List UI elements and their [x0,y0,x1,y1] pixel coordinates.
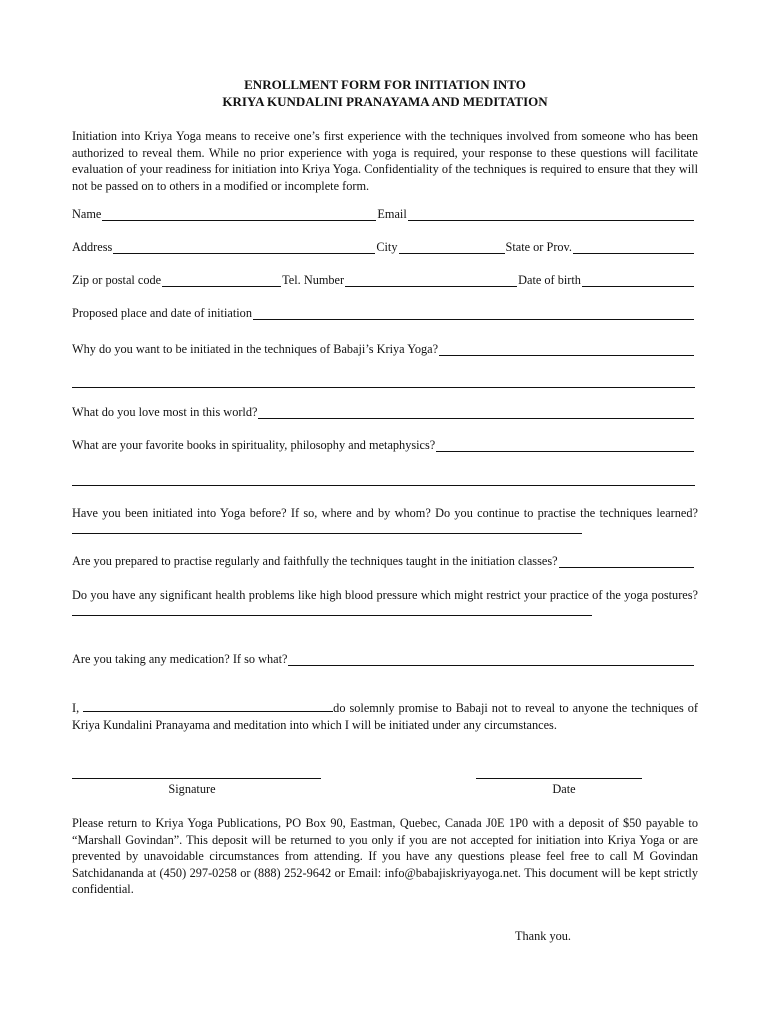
dob-label: Date of birth [518,273,581,287]
city-field[interactable] [399,241,505,254]
dob-field[interactable] [582,274,694,287]
name-email-row [72,207,695,222]
prepared-field[interactable] [559,555,694,568]
name-label: Name [72,207,102,221]
name-field[interactable] [102,208,376,221]
proposed-field[interactable] [253,307,694,320]
tel-label: Tel. Number [282,273,345,287]
prepared-question: Are you prepared to practise regularly and faithfully the techniques taught in the initiation classes? [72,554,558,568]
medication-row [72,652,695,667]
city-label: City [376,240,398,254]
intro-paragraph: Initiation into Kriya Yoga means to receive one’s first experience with the techniques involved from someone who has been authorized to reveal them. While no prior experience with yoga is required, your response to these questions will facilitate evaluation of your readiness for initiation into Kriya Yoga. Confidentiality of the techniques is required to ensure that they will not be passed on to others in a modified or incomplete form. [72,129,698,193]
why-question: Why do you want to be initiated in the techniques of Babaji’s Kriya Yoga? [72,342,439,356]
return-instructions: Please return to Kriya Yoga Publications, PO Box 90, Eastman, Quebec, Canada J0E 1P0 with a deposit of $50 payable to “Marshall Govindan”. This deposit will be returned to you only if you are not accepted for initiation into Kriya Yoga or are prevented by unavoidable circumstances from attending. If you have any questions please feel free to call M Govindan Satchidananda at (450) 297-0258 or (888) 252-9642 or Email: info@babajiskriyayoga.net. This document will be kept strictly confidential. [72,816,698,897]
why-field[interactable] [439,343,694,356]
books-field[interactable] [436,439,694,452]
state-field[interactable] [573,241,694,254]
prepared-row [72,554,695,569]
address-field[interactable] [113,241,375,254]
medication-field[interactable] [288,653,694,666]
signature-label: Signature [168,782,216,796]
why-row [72,342,695,357]
health-question: Do you have any significant health problems like high blood pressure which might restrict your practice of the yoga postures? [72,588,698,602]
promise-prefix: I, [72,701,80,715]
address-label: Address [72,240,113,254]
form-title [72,77,698,110]
love-field[interactable] [258,406,694,419]
promise-text: do solemnly promise to Babaji not to reveal to anyone the techniques of Kriya Kundalini Pranayama and meditation into which I will be initiated under any circumstances. [72,701,698,732]
date-field[interactable] [476,778,642,779]
zip-tel-dob-row [72,273,695,288]
zip-label: Zip or postal code [72,273,162,287]
proposed-label: Proposed place and date of initiation [72,306,252,320]
books-field-continued[interactable] [72,485,695,486]
books-question: What are your favorite books in spirituality, philosophy and metaphysics? [72,438,436,452]
why-field-continued[interactable] [72,387,695,388]
promise-block [72,700,698,733]
health-field[interactable] [72,604,592,616]
promise-name-field[interactable] [83,700,333,712]
signature-field[interactable] [72,778,321,779]
books-row [72,438,695,453]
state-label: State or Prov. [505,240,572,254]
address-row [72,240,695,255]
zip-field[interactable] [162,274,281,287]
thank-you-text: Thank you. [515,929,572,943]
health-block [72,587,698,620]
initiated-before-block [72,505,698,538]
medication-question: Are you taking any medication? If so what? [72,652,288,666]
title-line-1: ENROLLMENT FORM FOR INITIATION INTO [244,77,526,92]
love-row [72,405,695,420]
title-line-2: KRIYA KUNDALINI PRANAYAMA AND MEDITATION [222,93,548,109]
tel-field[interactable] [345,274,517,287]
proposed-row [72,306,695,321]
love-question: What do you love most in this world? [72,405,258,419]
email-field[interactable] [408,208,694,221]
initiated-before-question: Have you been initiated into Yoga before? If so, where and by whom? Do you continue to practise the techniques learned? [72,506,698,520]
email-label: Email [377,207,407,221]
date-label: Date [552,782,576,796]
initiated-before-field[interactable] [72,522,582,534]
